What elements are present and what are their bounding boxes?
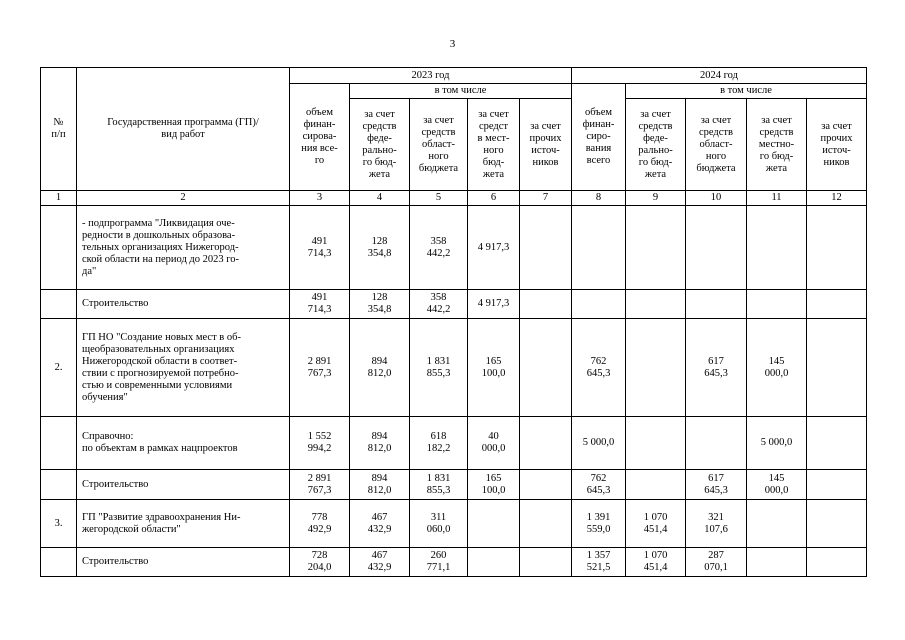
row-num: [41, 470, 77, 500]
cell-value: [626, 290, 686, 319]
header-2023-regional: за счет средств област- ного бюджета: [410, 99, 468, 191]
cell-value: 894 812,0: [350, 470, 410, 500]
col-number: 8: [572, 191, 626, 206]
cell-value: 165 100,0: [468, 470, 520, 500]
cell-value: 4 917,3: [468, 206, 520, 290]
cell-value: 1 831 855,3: [410, 470, 468, 500]
cell-value: 165 100,0: [468, 319, 520, 417]
row-name: Справочно: по объектам в рамках нацпроектов: [77, 417, 290, 470]
header-2023-other: за счет прочих источ- ников: [520, 99, 572, 191]
table-row: [41, 500, 867, 548]
cell-value: [572, 206, 626, 290]
table-row: [41, 417, 867, 470]
col-number: 5: [410, 191, 468, 206]
cell-value: [807, 470, 867, 500]
col-number: 1: [41, 191, 77, 206]
row-name: ГП "Развитие здравоохранения Ни- жегородской области": [77, 500, 290, 548]
header-2023-including: в том числе: [350, 84, 572, 99]
cell-value: 894 812,0: [350, 417, 410, 470]
cell-value: 321 107,6: [686, 500, 747, 548]
cell-value: 491 714,3: [290, 206, 350, 290]
table-row: [41, 319, 867, 417]
cell-value: 1 831 855,3: [410, 319, 468, 417]
cell-value: 617 645,3: [686, 319, 747, 417]
cell-value: 260 771,1: [410, 548, 468, 577]
cell-value: 617 645,3: [686, 470, 747, 500]
row-num: [41, 290, 77, 319]
cell-value: [807, 548, 867, 577]
cell-value: [807, 417, 867, 470]
cell-value: 618 182,2: [410, 417, 468, 470]
header-program: Государственная программа (ГП)/ вид работ: [77, 68, 290, 191]
cell-value: 358 442,2: [410, 206, 468, 290]
cell-value: 1 391 559,0: [572, 500, 626, 548]
cell-value: [807, 206, 867, 290]
cell-value: 145 000,0: [747, 470, 807, 500]
cell-value: 467 432,9: [350, 500, 410, 548]
col-number: 10: [686, 191, 747, 206]
cell-value: [747, 290, 807, 319]
row-name: Строительство: [77, 470, 290, 500]
cell-value: [686, 417, 747, 470]
cell-value: [626, 417, 686, 470]
cell-value: 728 204,0: [290, 548, 350, 577]
cell-value: 145 000,0: [747, 319, 807, 417]
cell-value: 762 645,3: [572, 319, 626, 417]
cell-value: [807, 319, 867, 417]
header-year-2024: 2024 год: [572, 68, 867, 84]
header-2024-including: в том числе: [626, 84, 867, 99]
cell-value: 5 000,0: [747, 417, 807, 470]
cell-value: [807, 500, 867, 548]
header-year-2023: 2023 год: [290, 68, 572, 84]
financing-table: [40, 67, 867, 577]
cell-value: [747, 500, 807, 548]
cell-value: 2 891 767,3: [290, 319, 350, 417]
col-number: 2: [77, 191, 290, 206]
row-name: ГП НО "Создание новых мест в об- щеобразовательных организациях Нижегородской области в соответ- ствии с прогнозируемой потребно- стью и современными условиями обучения": [77, 319, 290, 417]
header-2024-regional: за счет средств област- ного бюджета: [686, 99, 747, 191]
header-2024-federal: за счет средств феде- рально- го бюд- жета: [626, 99, 686, 191]
cell-value: 128 354,8: [350, 290, 410, 319]
cell-value: [520, 319, 572, 417]
cell-value: [572, 290, 626, 319]
col-number: 9: [626, 191, 686, 206]
cell-value: 778 492,9: [290, 500, 350, 548]
cell-value: [686, 290, 747, 319]
col-number: 4: [350, 191, 410, 206]
cell-value: 4 917,3: [468, 290, 520, 319]
cell-value: 894 812,0: [350, 319, 410, 417]
table-row: [41, 548, 867, 577]
cell-value: [468, 548, 520, 577]
table-row: [41, 290, 867, 319]
cell-value: [686, 206, 747, 290]
row-name: Строительство: [77, 548, 290, 577]
cell-value: 1 070 451,4: [626, 500, 686, 548]
header-2024-local: за счет средств местно- го бюд- жета: [747, 99, 807, 191]
cell-value: [468, 500, 520, 548]
cell-value: 762 645,3: [572, 470, 626, 500]
row-num: 3.: [41, 500, 77, 548]
cell-value: [626, 319, 686, 417]
col-number: 6: [468, 191, 520, 206]
cell-value: [520, 290, 572, 319]
row-name: - подпрограмма "Ликвидация оче- редности в дошкольных образова- тельных организациях Нижегород- ской области на период до 2023 го- да": [77, 206, 290, 290]
header-2023-total: объем финан- сирова- ния все- го: [290, 84, 350, 191]
cell-value: [520, 206, 572, 290]
page-number: 3: [449, 38, 456, 50]
cell-value: [747, 548, 807, 577]
cell-value: 311 060,0: [410, 500, 468, 548]
header-2024-total: объем финан- сиро- вания всего: [572, 84, 626, 191]
cell-value: [520, 417, 572, 470]
cell-value: 1 070 451,4: [626, 548, 686, 577]
cell-value: [747, 206, 807, 290]
cell-value: 5 000,0: [572, 417, 626, 470]
header-2023-local: за счет средст в мест- ного бюд- жета: [468, 99, 520, 191]
cell-value: [520, 548, 572, 577]
table-row: [41, 470, 867, 500]
cell-value: [520, 470, 572, 500]
row-num: 2.: [41, 319, 77, 417]
cell-value: [520, 500, 572, 548]
cell-value: 40 000,0: [468, 417, 520, 470]
row-name: Строительство: [77, 290, 290, 319]
cell-value: 1 357 521,5: [572, 548, 626, 577]
cell-value: [626, 206, 686, 290]
row-num: [41, 206, 77, 290]
cell-value: 2 891 767,3: [290, 470, 350, 500]
row-num: [41, 417, 77, 470]
cell-value: 358 442,2: [410, 290, 468, 319]
header-2023-federal: за счет средств феде- рально- го бюд- жета: [350, 99, 410, 191]
cell-value: [626, 470, 686, 500]
cell-value: 467 432,9: [350, 548, 410, 577]
cell-value: [807, 290, 867, 319]
col-number: 12: [807, 191, 867, 206]
row-num: [41, 548, 77, 577]
col-number: 3: [290, 191, 350, 206]
cell-value: 128 354,8: [350, 206, 410, 290]
col-number: 7: [520, 191, 572, 206]
header-2024-other: за счет прочих источ- ников: [807, 99, 867, 191]
header-num: № п/п: [41, 68, 77, 191]
cell-value: 491 714,3: [290, 290, 350, 319]
table-row: [41, 206, 867, 290]
cell-value: 287 070,1: [686, 548, 747, 577]
cell-value: 1 552 994,2: [290, 417, 350, 470]
col-number: 11: [747, 191, 807, 206]
